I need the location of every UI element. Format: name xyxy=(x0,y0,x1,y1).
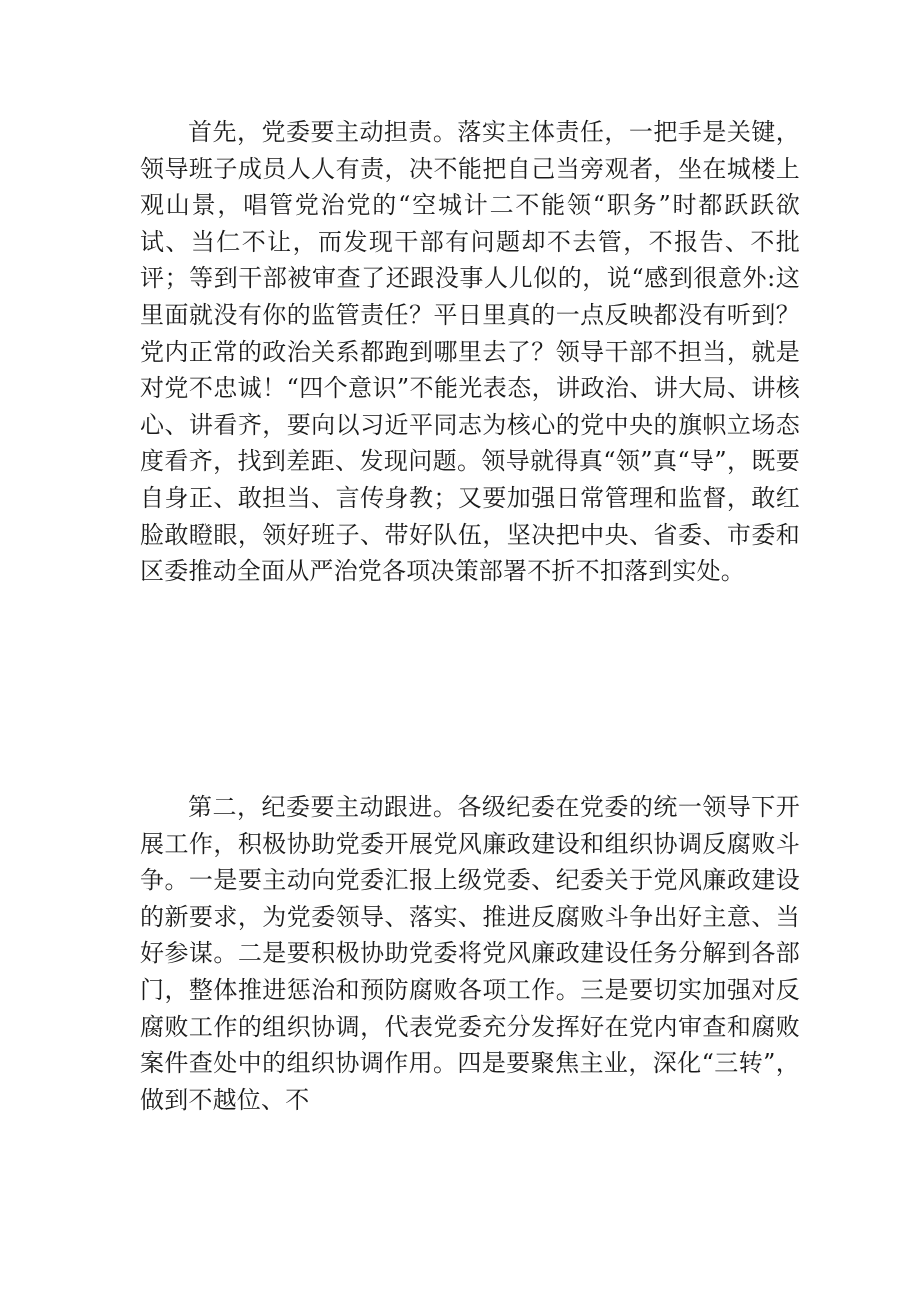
paragraph-discipline-committee-follow-up: 第二，纪委要主动跟进。各级纪委在党委的统一领导下开展工作，积极协助党委开展党风廉政建设和组织协调反腐败斗争。一是要主动向党委汇报上级党委、纪委关于党风廉政建设的新要求，为党委领导、落实、推进反腐败斗争出好主意、当好参谋。二是要积极协助党委将党风廉政建设任务分解到各部门，整体推进惩治和预防腐败各项工作。三是要切实加强对反腐败工作的组织协调，代表党委充分发挥好在党内审查和腐败案件查处中的组织协调作用。四是要聚焦主业，深化“三转”，做到不越位、不 xyxy=(140,793,800,1114)
paragraph-party-committee-responsibility: 首先，党委要主动担责。落实主体责任，一把手是关键，领导班子成员人人有责，决不能把自己当旁观者，坐在城楼上观山景，唱管党治党的“空城计二不能领“职务”时都跃跃欲试、当仁不让，而发现干部有问题却不去管，不报告、不批评；等到干部被审查了还跟没事人儿似的，说“感到很意外:这里面就没有你的监管责任？平日里真的一点反映都没有听到？党内正常的政治关系都跑到哪里去了？领导干部不担当，就是对党不忠诚！“四个意识”不能光表态，讲政治、讲大局、讲核心、讲看齐，要向以习近平同志为核心的党中央的旗帜立场态度看齐，找到差距、发现问题。领导就得真“领”真“导”，既要自身正、敢担当、言传身教；又要加强日常管理和监督，敢红脸敢瞪眼，领好班子、带好队伍，坚决把中央、省委、市委和区委推动全面从严治党各项决策部署不折不扣落到实处。 xyxy=(140,118,800,586)
